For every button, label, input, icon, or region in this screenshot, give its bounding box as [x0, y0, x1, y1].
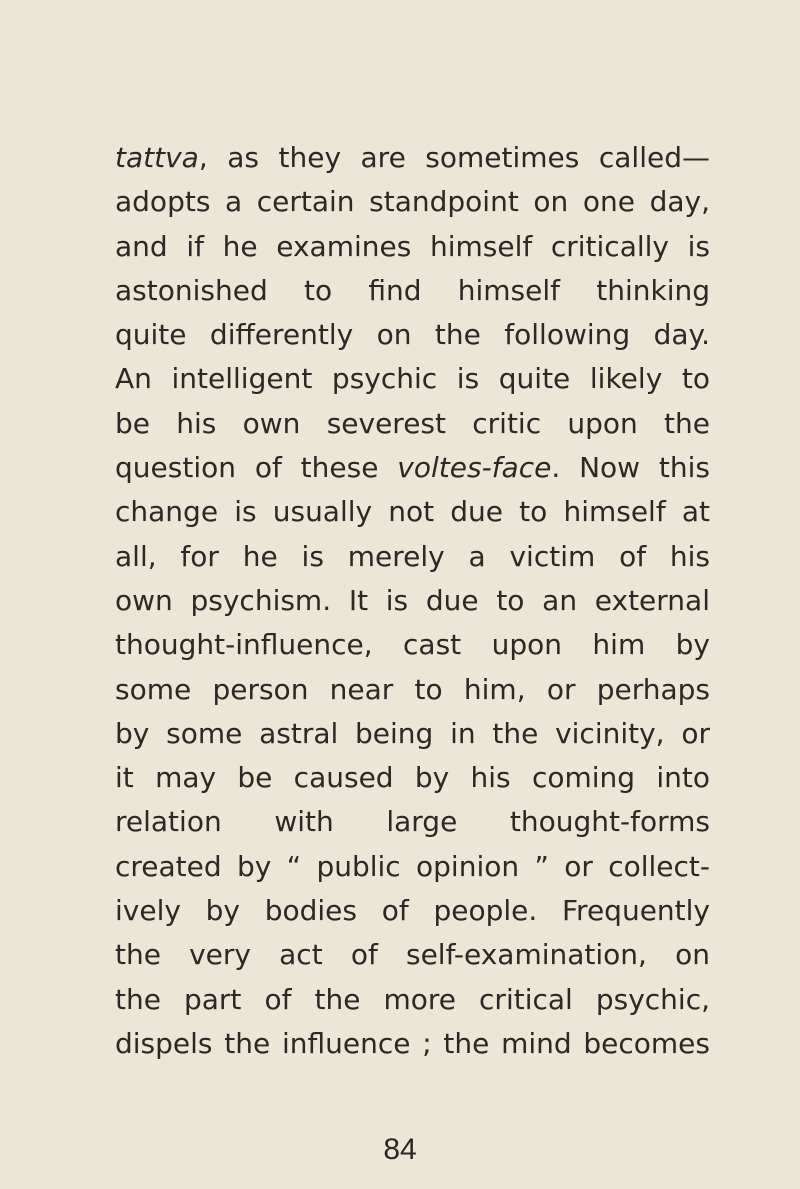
text-line-2: adopts a certain standpoint on one day,	[115, 185, 710, 219]
italic-word-tattva: tattva	[115, 141, 199, 174]
text-line-9: change is usually not due to himself at	[115, 495, 710, 529]
text-line-13: some person near to him, or perhaps	[115, 672, 710, 706]
text-line-16: relation with large thought-forms	[115, 805, 710, 839]
italic-word-voltes-face: voltes-face	[397, 451, 552, 485]
text-line-8	[115, 446, 710, 490]
text-line-18: ively by bodies of people. Frequently	[115, 894, 710, 928]
text-line-19: the very act of self-examination, on	[115, 938, 710, 972]
text-line-8-pre: question of these	[115, 451, 398, 485]
text-line-21: dispels the influence ; the mind becomes	[115, 1026, 710, 1060]
text-line-20: the part of the more critical psychic,	[115, 982, 710, 1016]
text-line-5: quite differently on the following day.	[115, 318, 710, 352]
text-line-15: it may be caused by his coming into	[115, 761, 710, 795]
text-line-6: An intelligent psychic is quite likely to	[115, 362, 710, 396]
text-line-12: thought-influence, cast upon him by	[115, 628, 710, 662]
text-line-7: be his own severest critic upon the	[115, 406, 710, 440]
text-line-10: all, for he is merely a victim of his	[115, 539, 710, 573]
text-line-14: by some astral being in the vicinity, or	[115, 716, 710, 750]
text-line-17: created by “ public opinion ” or collect-	[115, 849, 710, 883]
text-line-8-post: . Now this	[551, 451, 710, 485]
text-line-1-rest: , as they are sometimes called—	[198, 141, 710, 174]
text-line-3: and if he examines himself critically is	[115, 229, 710, 263]
page-number: 84	[383, 1133, 417, 1166]
text-line-11: own psychism. It is due to an external	[115, 583, 710, 617]
text-line-4: astonished to find himself thinking	[115, 273, 710, 307]
body-text	[115, 136, 710, 1066]
text-line-1	[115, 136, 710, 180]
